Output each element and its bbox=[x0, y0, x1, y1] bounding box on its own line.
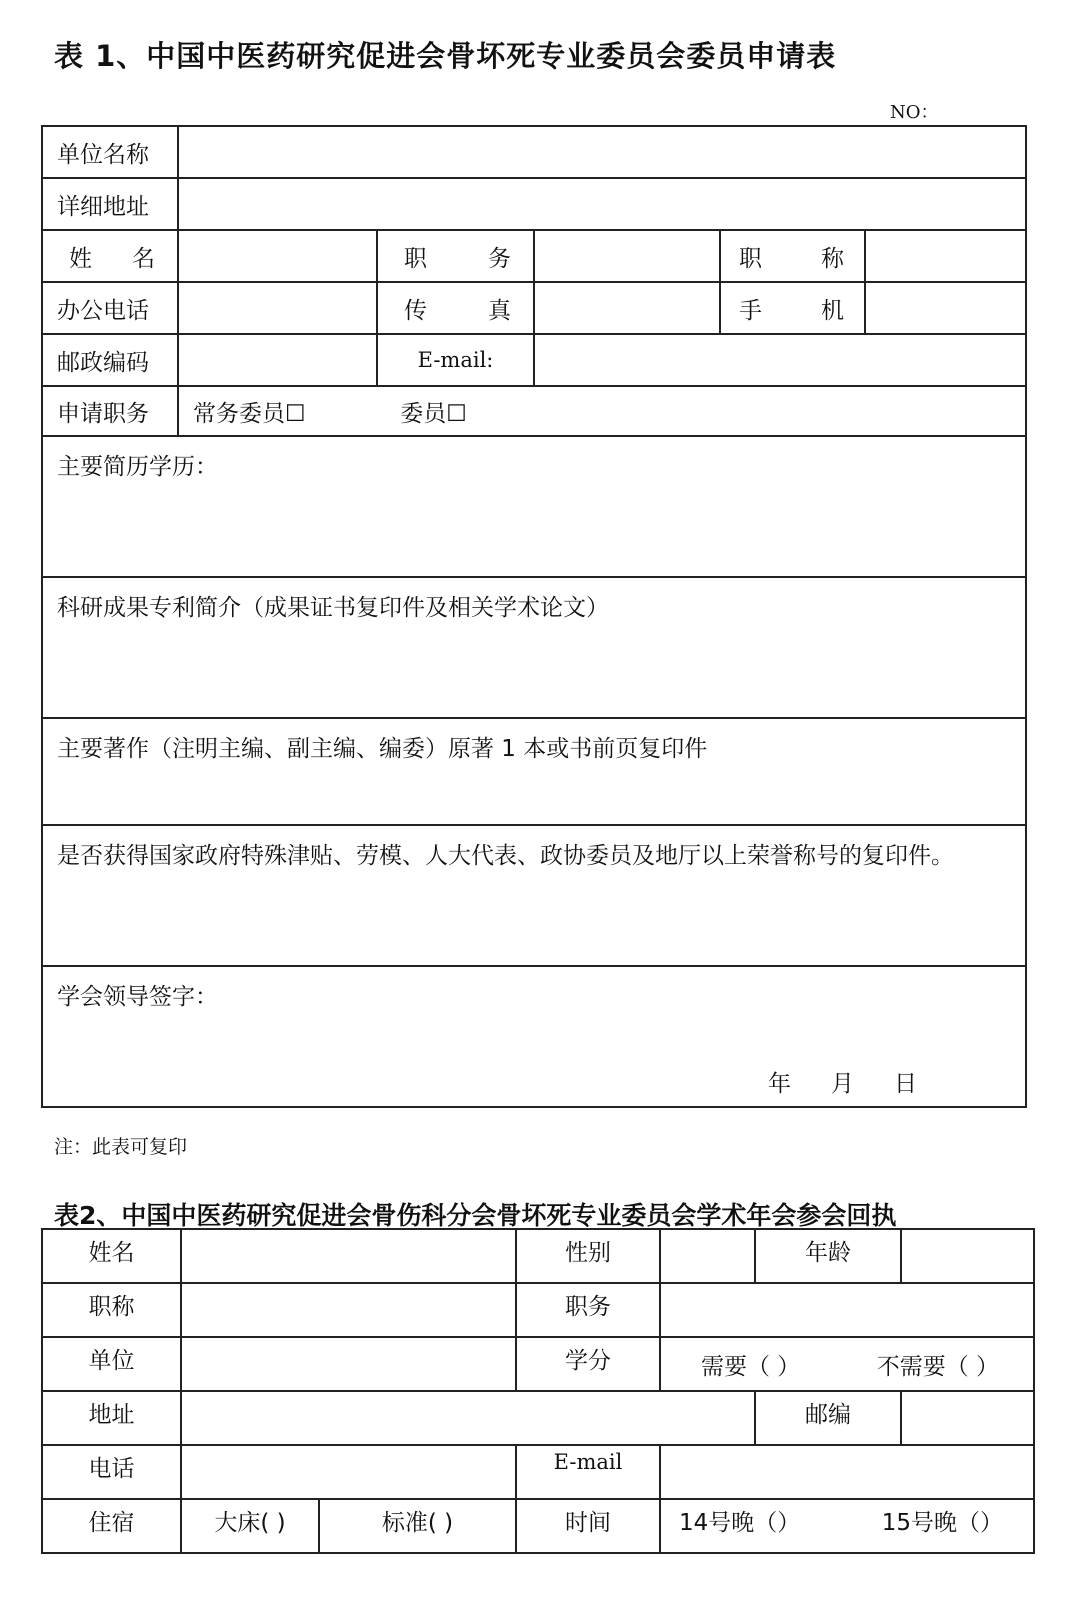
table1-title: 表 1、中国中医药研究促进会骨坏死专业委员会委员申请表 bbox=[54, 39, 837, 73]
mobile-field[interactable] bbox=[865, 282, 1026, 334]
r-position-field[interactable] bbox=[660, 1283, 1034, 1337]
copy-note: 注：此表可复印 bbox=[54, 1136, 188, 1158]
form-number-label: NO： bbox=[890, 102, 939, 123]
meeting-receipt-table bbox=[41, 1228, 1035, 1554]
membership-application-table bbox=[41, 125, 1027, 1108]
position-field[interactable] bbox=[534, 230, 720, 282]
r-email-field[interactable] bbox=[660, 1445, 1034, 1499]
r-time-options bbox=[660, 1499, 1034, 1553]
r-position-label: 职务 bbox=[516, 1283, 660, 1337]
date-year: 年 bbox=[768, 1071, 792, 1097]
member-checkbox[interactable]: 委员☐ bbox=[400, 400, 467, 427]
date-day: 日 bbox=[894, 1071, 918, 1097]
r-address-field[interactable] bbox=[181, 1391, 755, 1445]
leader-sign-label: 学会领导签字： bbox=[57, 984, 218, 1010]
r-unit-label: 单位 bbox=[42, 1337, 181, 1391]
r-age-label: 年龄 bbox=[755, 1229, 901, 1283]
r-credit-label: 学分 bbox=[516, 1337, 660, 1391]
r-gender-field[interactable] bbox=[660, 1229, 755, 1283]
r-postcode-label: 邮编 bbox=[755, 1391, 901, 1445]
postal-code-field[interactable] bbox=[178, 334, 377, 386]
works-section[interactable] bbox=[42, 718, 1026, 825]
email-label: E-mail: bbox=[377, 334, 534, 386]
r-standard-option[interactable]: 标准( ) bbox=[319, 1499, 516, 1553]
honors-section[interactable] bbox=[42, 825, 1026, 966]
leader-sign-section[interactable] bbox=[42, 966, 1026, 1107]
r-time-label: 时间 bbox=[516, 1499, 660, 1553]
unit-name-field[interactable] bbox=[178, 126, 1026, 178]
position-char-2: 务 bbox=[488, 245, 511, 272]
r-address-label: 地址 bbox=[42, 1391, 181, 1445]
fax-char-2: 真 bbox=[488, 297, 511, 324]
mobile-char-1: 手 bbox=[739, 297, 762, 324]
title-field[interactable] bbox=[865, 230, 1026, 282]
mobile-char-2: 机 bbox=[821, 297, 844, 324]
apply-position-label: 申请职务 bbox=[42, 386, 178, 436]
email-field[interactable] bbox=[534, 334, 1026, 386]
fax-field[interactable] bbox=[534, 282, 720, 334]
honors-label: 是否获得国家政府特殊津贴、劳模、人大代表、政协委员及地厅以上荣誉称号的复印件。 bbox=[57, 843, 954, 869]
apply-position-options bbox=[178, 386, 1026, 436]
office-phone-label: 办公电话 bbox=[42, 282, 178, 334]
r-phone-label: 电话 bbox=[42, 1445, 181, 1499]
position-label bbox=[377, 230, 534, 282]
r-email-label: E-mail bbox=[516, 1445, 660, 1499]
fax-char-1: 传 bbox=[404, 297, 427, 324]
table2-title: 表2、中国中医药研究促进会骨伤科分会骨坏死专业委员会学术年会参会回执 bbox=[54, 1201, 897, 1230]
research-label: 科研成果专利简介（成果证书复印件及相关学术论文） bbox=[57, 595, 609, 621]
name-char-1: 姓 bbox=[69, 245, 92, 272]
r-night-15[interactable]: 15号晚（） bbox=[881, 1510, 1003, 1536]
r-credit-not-need[interactable]: 不需要（ ） bbox=[876, 1353, 999, 1380]
r-title-field[interactable] bbox=[181, 1283, 516, 1337]
mobile-label bbox=[720, 282, 865, 334]
research-section[interactable] bbox=[42, 577, 1026, 718]
r-credit-need[interactable]: 需要（ ） bbox=[701, 1353, 801, 1380]
name-label bbox=[42, 230, 178, 282]
postal-code-label: 邮政编码 bbox=[42, 334, 178, 386]
title-char-2: 称 bbox=[821, 245, 844, 272]
resume-label: 主要简历学历： bbox=[57, 454, 218, 480]
name-char-2: 名 bbox=[132, 245, 155, 272]
r-unit-field[interactable] bbox=[181, 1337, 516, 1391]
r-phone-field[interactable] bbox=[181, 1445, 516, 1499]
r-name-field[interactable] bbox=[181, 1229, 516, 1283]
works-label: 主要著作（注明主编、副主编、编委）原著 1 本或书前页复印件 bbox=[57, 736, 708, 762]
title-char-1: 职 bbox=[739, 245, 762, 272]
r-postcode-field[interactable] bbox=[901, 1391, 1034, 1445]
unit-name-label: 单位名称 bbox=[42, 126, 178, 178]
date-month: 月 bbox=[831, 1071, 855, 1097]
r-big-bed-option[interactable]: 大床( ) bbox=[181, 1499, 319, 1553]
r-age-field[interactable] bbox=[901, 1229, 1034, 1283]
standing-member-checkbox[interactable]: 常务委员☐ bbox=[193, 400, 306, 427]
fax-label bbox=[377, 282, 534, 334]
r-night-14[interactable]: 14号晚（） bbox=[679, 1510, 801, 1536]
office-phone-field[interactable] bbox=[178, 282, 377, 334]
r-gender-label: 性别 bbox=[516, 1229, 660, 1283]
sign-date bbox=[768, 1066, 917, 1102]
name-field[interactable] bbox=[178, 230, 377, 282]
r-name-label: 姓名 bbox=[42, 1229, 181, 1283]
address-label: 详细地址 bbox=[42, 178, 178, 230]
r-credit-options bbox=[660, 1337, 1034, 1391]
position-char-1: 职 bbox=[404, 245, 427, 272]
r-title-label: 职称 bbox=[42, 1283, 181, 1337]
title-label bbox=[720, 230, 865, 282]
resume-section[interactable] bbox=[42, 436, 1026, 577]
address-field[interactable] bbox=[178, 178, 1026, 230]
r-lodging-label: 住宿 bbox=[42, 1499, 181, 1553]
